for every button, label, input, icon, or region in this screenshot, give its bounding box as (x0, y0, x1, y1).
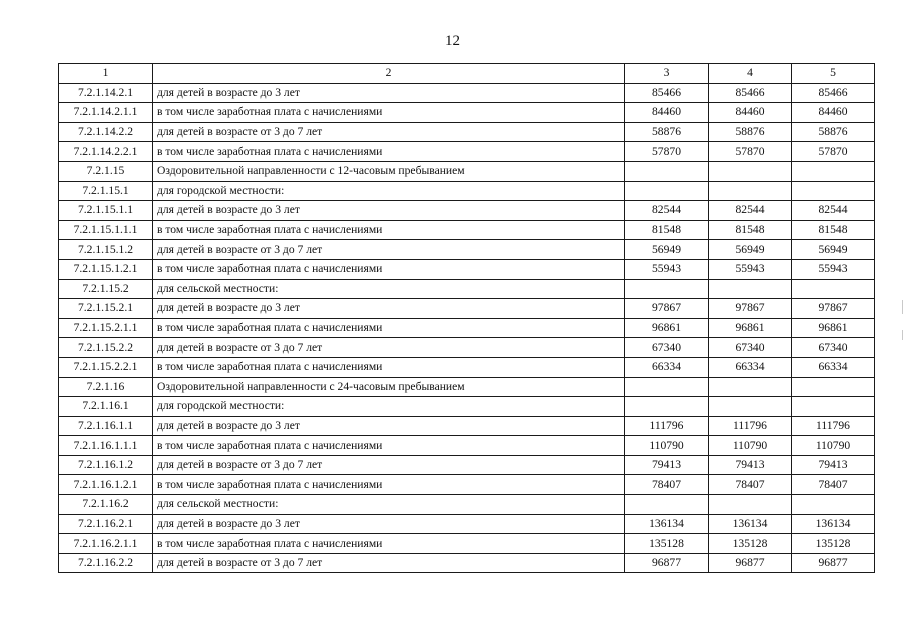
row-value-col5 (792, 495, 875, 515)
row-value-col5: 56949 (792, 240, 875, 260)
row-value-col4 (709, 377, 792, 397)
row-value-col5: 111796 (792, 416, 875, 436)
table-row (59, 122, 875, 142)
table-row (59, 377, 875, 397)
row-description: для детей в возрасте от 3 до 7 лет (153, 553, 625, 573)
row-value-col4: 96877 (709, 553, 792, 573)
row-description: для сельской местности: (153, 495, 625, 515)
row-description: для детей в возрасте от 3 до 7 лет (153, 122, 625, 142)
row-code: 7.2.1.14.2.2 (59, 122, 153, 142)
row-code: 7.2.1.15.2.2 (59, 338, 153, 358)
row-value-col5 (792, 181, 875, 201)
row-value-col3 (625, 181, 709, 201)
row-value-col3: 111796 (625, 416, 709, 436)
row-description: Оздоровительной направленности с 12-часовым пребыванием (153, 161, 625, 181)
row-value-col4 (709, 397, 792, 417)
row-value-col4 (709, 161, 792, 181)
row-value-col5: 81548 (792, 220, 875, 240)
row-description: для детей в возрасте от 3 до 7 лет (153, 338, 625, 358)
row-value-col4: 85466 (709, 83, 792, 103)
row-value-col4: 58876 (709, 122, 792, 142)
row-value-col4: 81548 (709, 220, 792, 240)
row-value-col5: 79413 (792, 455, 875, 475)
row-description: для детей в возрасте до 3 лет (153, 83, 625, 103)
row-value-col4: 67340 (709, 338, 792, 358)
table-row (59, 83, 875, 103)
row-value-col5: 58876 (792, 122, 875, 142)
table-row (59, 181, 875, 201)
row-value-col5: 97867 (792, 299, 875, 319)
page-number: 12 (445, 33, 460, 49)
row-value-col4 (709, 495, 792, 515)
row-code: 7.2.1.15.2.1 (59, 299, 153, 319)
row-code: 7.2.1.16.2 (59, 495, 153, 515)
tariff-table (58, 63, 875, 573)
row-code: 7.2.1.16.2.1 (59, 514, 153, 534)
row-value-col3: 55943 (625, 259, 709, 279)
table-row (59, 142, 875, 162)
table-row (59, 553, 875, 573)
row-code: 7.2.1.15.1.1.1 (59, 220, 153, 240)
row-description: для сельской местности: (153, 279, 625, 299)
row-value-col5: 66334 (792, 357, 875, 377)
row-value-col3: 81548 (625, 220, 709, 240)
row-value-col4 (709, 181, 792, 201)
row-code: 7.2.1.14.2.2.1 (59, 142, 153, 162)
row-value-col3: 78407 (625, 475, 709, 495)
row-code: 7.2.1.16.1.2.1 (59, 475, 153, 495)
table-row (59, 279, 875, 299)
column-header-3: 3 (625, 64, 709, 84)
table-row (59, 240, 875, 260)
row-description: в том числе заработная плата с начислениями (153, 318, 625, 338)
row-code: 7.2.1.16.1.1.1 (59, 436, 153, 456)
table-row (59, 161, 875, 181)
row-code: 7.2.1.15.1.2 (59, 240, 153, 260)
row-code: 7.2.1.14.2.1.1 (59, 103, 153, 123)
row-value-col3: 66334 (625, 357, 709, 377)
row-description: для детей в возрасте до 3 лет (153, 299, 625, 319)
table-row (59, 436, 875, 456)
row-value-col4: 136134 (709, 514, 792, 534)
row-code: 7.2.1.16.1 (59, 397, 153, 417)
row-value-col4: 78407 (709, 475, 792, 495)
row-code: 7.2.1.16.2.2 (59, 553, 153, 573)
row-value-col3: 135128 (625, 534, 709, 554)
row-value-col4: 110790 (709, 436, 792, 456)
row-code: 7.2.1.15.2.1.1 (59, 318, 153, 338)
table-row (59, 534, 875, 554)
table-row (59, 318, 875, 338)
table-row (59, 338, 875, 358)
table-row (59, 103, 875, 123)
row-description: в том числе заработная плата с начислениями (153, 103, 625, 123)
column-header-5: 5 (792, 64, 875, 84)
row-code: 7.2.1.16.1.2 (59, 455, 153, 475)
row-value-col5 (792, 279, 875, 299)
row-value-col3: 97867 (625, 299, 709, 319)
row-code: 7.2.1.16.2.1.1 (59, 534, 153, 554)
row-value-col5: 96861 (792, 318, 875, 338)
table-body (59, 83, 875, 573)
row-value-col3: 79413 (625, 455, 709, 475)
row-value-col5: 135128 (792, 534, 875, 554)
table-row (59, 455, 875, 475)
row-description: для детей в возрасте от 3 до 7 лет (153, 455, 625, 475)
row-value-col4: 97867 (709, 299, 792, 319)
row-value-col3: 85466 (625, 83, 709, 103)
row-code: 7.2.1.14.2.1 (59, 83, 153, 103)
row-value-col3 (625, 377, 709, 397)
table-row (59, 259, 875, 279)
row-code: 7.2.1.15.1.2.1 (59, 259, 153, 279)
table-row (59, 220, 875, 240)
scan-edge-mark (902, 330, 903, 340)
table-row (59, 416, 875, 436)
header-row (59, 64, 875, 84)
column-header-2: 2 (153, 64, 625, 84)
row-value-col4 (709, 279, 792, 299)
row-description: в том числе заработная плата с начислениями (153, 259, 625, 279)
row-code: 7.2.1.15.2.2.1 (59, 357, 153, 377)
row-value-col3 (625, 397, 709, 417)
row-value-col3: 67340 (625, 338, 709, 358)
row-description: для городской местности: (153, 397, 625, 417)
row-value-col3: 96861 (625, 318, 709, 338)
row-value-col4: 55943 (709, 259, 792, 279)
row-value-col5: 84460 (792, 103, 875, 123)
row-description: для детей в возрасте до 3 лет (153, 416, 625, 436)
row-value-col4: 79413 (709, 455, 792, 475)
row-value-col5 (792, 161, 875, 181)
row-value-col5: 57870 (792, 142, 875, 162)
row-description: Оздоровительной направленности с 24-часовым пребыванием (153, 377, 625, 397)
row-value-col3: 82544 (625, 201, 709, 221)
row-value-col4: 84460 (709, 103, 792, 123)
row-description: для городской местности: (153, 181, 625, 201)
table-row (59, 475, 875, 495)
row-value-col5 (792, 377, 875, 397)
row-value-col5: 55943 (792, 259, 875, 279)
row-value-col3: 57870 (625, 142, 709, 162)
row-value-col5: 78407 (792, 475, 875, 495)
row-value-col3: 58876 (625, 122, 709, 142)
row-value-col4: 56949 (709, 240, 792, 260)
row-value-col4: 57870 (709, 142, 792, 162)
table-row (59, 201, 875, 221)
table-row (59, 357, 875, 377)
row-code: 7.2.1.16 (59, 377, 153, 397)
row-value-col5: 67340 (792, 338, 875, 358)
row-value-col5: 110790 (792, 436, 875, 456)
row-value-col3: 136134 (625, 514, 709, 534)
row-code: 7.2.1.15.2 (59, 279, 153, 299)
row-value-col3 (625, 161, 709, 181)
table-row (59, 299, 875, 319)
row-description: для детей в возрасте до 3 лет (153, 514, 625, 534)
row-description: в том числе заработная плата с начислениями (153, 534, 625, 554)
row-description: для детей в возрасте до 3 лет (153, 201, 625, 221)
row-value-col4: 111796 (709, 416, 792, 436)
row-value-col5: 85466 (792, 83, 875, 103)
table-row (59, 495, 875, 515)
row-value-col5 (792, 397, 875, 417)
row-value-col5: 82544 (792, 201, 875, 221)
row-value-col4: 82544 (709, 201, 792, 221)
row-code: 7.2.1.16.1.1 (59, 416, 153, 436)
row-description: в том числе заработная плата с начислениями (153, 436, 625, 456)
row-value-col3 (625, 279, 709, 299)
table-row (59, 397, 875, 417)
row-value-col3: 110790 (625, 436, 709, 456)
column-header-1: 1 (59, 64, 153, 84)
row-value-col5: 136134 (792, 514, 875, 534)
row-description: в том числе заработная плата с начислениями (153, 142, 625, 162)
row-value-col5: 96877 (792, 553, 875, 573)
row-description: в том числе заработная плата с начислениями (153, 475, 625, 495)
row-description: для детей в возрасте от 3 до 7 лет (153, 240, 625, 260)
column-header-4: 4 (709, 64, 792, 84)
row-value-col3: 96877 (625, 553, 709, 573)
row-code: 7.2.1.15.1 (59, 181, 153, 201)
scan-edge-mark (902, 300, 903, 314)
row-code: 7.2.1.15 (59, 161, 153, 181)
row-value-col4: 96861 (709, 318, 792, 338)
row-description: в том числе заработная плата с начислениями (153, 220, 625, 240)
row-description: в том числе заработная плата с начислениями (153, 357, 625, 377)
table-row (59, 514, 875, 534)
row-code: 7.2.1.15.1.1 (59, 201, 153, 221)
row-value-col4: 135128 (709, 534, 792, 554)
row-value-col3 (625, 495, 709, 515)
row-value-col4: 66334 (709, 357, 792, 377)
row-value-col3: 56949 (625, 240, 709, 260)
row-value-col3: 84460 (625, 103, 709, 123)
